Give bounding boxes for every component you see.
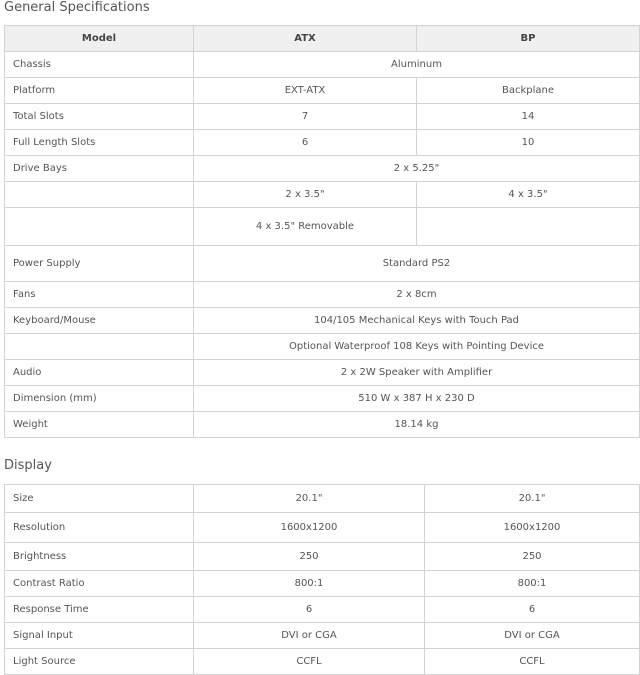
drive-bays-shared: 2 x 5.25"	[194, 156, 640, 182]
size-bp: 20.1"	[425, 485, 640, 513]
header-model: Model	[5, 26, 194, 52]
row-label-audio: Audio	[5, 360, 194, 386]
table-row	[5, 156, 640, 182]
row-label-power-supply: Power Supply	[5, 246, 194, 282]
row-label-signal-input: Signal Input	[5, 623, 194, 649]
table-row	[5, 334, 640, 360]
platform-bp: Backplane	[417, 78, 640, 104]
table-row	[5, 308, 640, 334]
table-row	[5, 104, 640, 130]
table-row	[5, 208, 640, 246]
display-table-body	[5, 485, 640, 675]
full-length-slots-bp: 10	[417, 130, 640, 156]
row-label-drive-bays: Drive Bays	[5, 156, 194, 182]
platform-atx: EXT-ATX	[194, 78, 417, 104]
table-row	[5, 649, 640, 675]
brightness-atx: 250	[194, 543, 425, 571]
resolution-atx: 1600x1200	[194, 513, 425, 543]
keyboard-option: Optional Waterproof 108 Keys with Pointing Device	[194, 334, 640, 360]
table-row	[5, 485, 640, 513]
table-row	[5, 246, 640, 282]
row-label-keyboard-mouse: Keyboard/Mouse	[5, 308, 194, 334]
signal-input-atx: DVI or CGA	[194, 623, 425, 649]
row-label-brightness: Brightness	[5, 543, 194, 571]
light-source-bp: CCFL	[425, 649, 640, 675]
table-row	[5, 543, 640, 571]
drive-bays-bp: 4 x 3.5"	[417, 182, 640, 208]
table-row	[5, 78, 640, 104]
contrast-ratio-atx: 800:1	[194, 571, 425, 597]
weight-value: 18.14 kg	[194, 412, 640, 438]
header-bp: BP	[417, 26, 640, 52]
resolution-bp: 1600x1200	[425, 513, 640, 543]
row-label-size: Size	[5, 485, 194, 513]
drive-bays-atx-removable: 4 x 3.5" Removable	[194, 208, 417, 246]
dimension-value: 510 W x 387 H x 230 D	[194, 386, 640, 412]
response-time-atx: 6	[194, 597, 425, 623]
row-label-response-time: Response Time	[5, 597, 194, 623]
row-label-full-length-slots: Full Length Slots	[5, 130, 194, 156]
response-time-bp: 6	[425, 597, 640, 623]
table-row	[5, 52, 640, 78]
full-length-slots-atx: 6	[194, 130, 417, 156]
table-row	[5, 623, 640, 649]
table-row	[5, 597, 640, 623]
drive-bays-bp-empty	[417, 208, 640, 246]
general-specifications-heading: General Specifications	[4, 0, 150, 15]
row-label-fans: Fans	[5, 282, 194, 308]
total-slots-atx: 7	[194, 104, 417, 130]
row-label-empty	[5, 334, 194, 360]
display-heading: Display	[4, 458, 52, 473]
table-row	[5, 130, 640, 156]
power-supply-value: Standard PS2	[194, 246, 640, 282]
drive-bays-atx: 2 x 3.5"	[194, 182, 417, 208]
row-label-empty	[5, 182, 194, 208]
row-label-platform: Platform	[5, 78, 194, 104]
total-slots-bp: 14	[417, 104, 640, 130]
row-label-resolution: Resolution	[5, 513, 194, 543]
light-source-atx: CCFL	[194, 649, 425, 675]
size-atx: 20.1"	[194, 485, 425, 513]
row-label-empty	[5, 208, 194, 246]
audio-value: 2 x 2W Speaker with Amplifier	[194, 360, 640, 386]
general-specifications-table	[4, 25, 640, 438]
row-label-light-source: Light Source	[5, 649, 194, 675]
table-row	[5, 513, 640, 543]
row-label-contrast-ratio: Contrast Ratio	[5, 571, 194, 597]
header-atx: ATX	[194, 26, 417, 52]
contrast-ratio-bp: 800:1	[425, 571, 640, 597]
signal-input-bp: DVI or CGA	[425, 623, 640, 649]
keyboard-value: 104/105 Mechanical Keys with Touch Pad	[194, 308, 640, 334]
brightness-bp: 250	[425, 543, 640, 571]
table-row	[5, 182, 640, 208]
table-row	[5, 571, 640, 597]
row-label-total-slots: Total Slots	[5, 104, 194, 130]
row-label-weight: Weight	[5, 412, 194, 438]
row-label-dimension: Dimension (mm)	[5, 386, 194, 412]
row-label-chassis: Chassis	[5, 52, 194, 78]
table-row	[5, 282, 640, 308]
table-header-row	[5, 26, 640, 52]
display-table	[4, 484, 640, 675]
table-row	[5, 360, 640, 386]
table-row	[5, 412, 640, 438]
fans-value: 2 x 8cm	[194, 282, 640, 308]
chassis-value: Aluminum	[194, 52, 640, 78]
table-row	[5, 386, 640, 412]
